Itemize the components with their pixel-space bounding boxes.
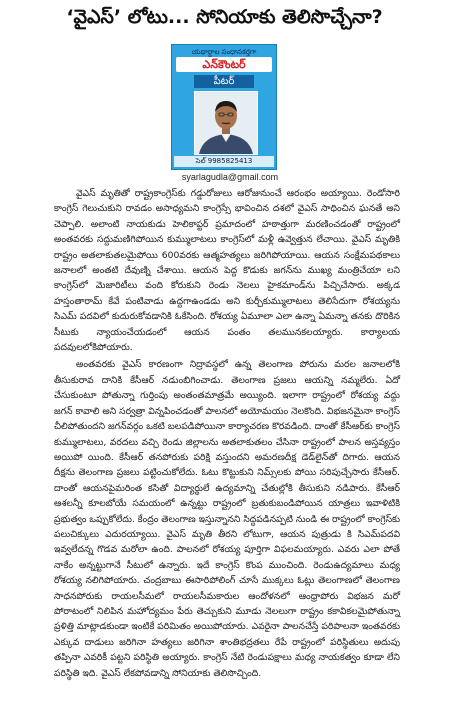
column-title: ఎన్‌కౌంటర్ bbox=[176, 57, 272, 72]
author-email: syarlagudla@gmail.com bbox=[181, 172, 279, 182]
column-tagline: యథార్థాల సంధానకర్తగా bbox=[191, 48, 257, 56]
author-phone: సెల్ 9985825413 bbox=[174, 156, 274, 167]
author-photo bbox=[194, 91, 258, 155]
article-paragraph-1: వైఎస్ మృతితో రాష్ట్రకాంగ్రెస్‌కు గడ్డురోజులు ఆరోజునుంచే ఆరంభం అయ్యాయి. రెండోసారి కాంగ్రెస్ గెలుచుకుని రావడం అసాధ్యమని కాంగ్రెస్సే భావించిన దశలో వైఎస్ సాధించిన ఘనతే అని చెప్పాలి. అలాంటి నాయకుడు హెలికాప్టర్ ప్రమాదంలో హఠాత్తుగా మరణించడంతో రాష్ట్రంలో అంతవరకు సద్దుమణిగిపోయిన కుమ్ములాటలు కాంగ్రెస్‌లో మళ్లీ ఉవ్వెత్తున లేచాయి. వైఎస్ మృతికి రాష్ట్రం అతలాకుతలమైపోయి 600వరకు ఆత్మహత్యలు జరిగిపోయాయి. ఆయన సంక్షేమపథకాలు జనాలలో అంతటి దేవుణ్ని చేశాయి. ఆయన పెద్ద కొడుకు జగన్‌ను ముఖ్య మంత్రిచేయా లని కాంగ్రెస్‌లో మెజారిటీలు వంది కోరుకుని రెండు నెలలు హైకమాండ్‌ను పిచ్చిచేసారు. అక్కడ హస్తంతారామ్ కేవే పంటివాడు ఉద్దగాఉండడు అని కుర్చీకుమ్ములాటలు తెలిసేదుగా రోశయ్యను సిఎమ్ పదవిలో కుదురుకోవడానికి ఓకేసింది. రోశయ్య ఏమూలా ఎలా ఉన్నా ఏమన్నా తనకు దొరికిన సీటుకు న్యాయంచేయడంలో ఆయన పంతం తలమునకలయ్యారు. కార్యాలయ పదవులలోకిపోయారు. bbox=[54, 188, 400, 354]
author-name: పీటర్ bbox=[194, 75, 254, 88]
article-headline: ‘వైఎస్’ లోటు... సోనియాకు తెలిసొచ్చేనా? bbox=[66, 6, 383, 28]
column-header-card bbox=[171, 44, 277, 170]
article-paragraph-2: అంతవరకు వైఎస్ కారణంగా నిద్రావస్థలో ఉన్న తెలంగాణ పోరును మరల జనాలలోకి తీసుకురావ దానికి కేసీఆర్ నడుంబిగించాడు. తెలంగాణ ప్రజలు ఆయన్ని నమ్మలేరు. ఏదో చేసుకుంటూ పోతున్నా గుర్తింపు అంతంతమాత్రమే అయ్యింది. ఇలాగా రాష్ట్రంలో రోశయ్య వద్దు జగన్ కావాలి అని సర్వత్రా విన్నపించడంతో పాలనలో అయోమయం నెలకొంది. విభజనమైనా కాంగ్రెస్ చీలిపోతుందని జగన్‌వర్గం ఒకటి బలపడిపోయినా కార్యాచరణ కొరవడింది. దాంతో కేసీఆర్‌కు కాంగ్రెస్ కుమ్ములాటలు, వరదలు వచ్చి రెండు జిల్లాలను అతలాకుతలం చేసినా రాష్ట్రంలో పాలన అస్తవ్యస్తం అయిపో యింది. కేసీఆర్ తనపోరుకు పరిక్షి వస్తుందని అమరణదీక్ష డెడ్‌లైన్‌తో దిగారు. ఆయన దీక్షను తెలంగాణ ప్రజలు పట్టించుకోలేదు. ఓటు కొట్టుకుని నిమ్స్‌లకు పోయి సరిపుచ్చేసారు కేసీఆర్. దాంతో ఆయనపైమరింత కసితో విద్యార్థులే ఉద్యమాన్ని చేతుల్లోకి తీసుకుని నడిపారు. కేసీఆర్ ఆశలన్నీ కూలబోయే సమయంలో ఉన్నట్టు రాష్ట్రంలో బ్రతుకుబండిపోయిన యాత్రలు ఇవాళిటికి ప్రభుత్వం ఒప్పుకోలేదు. కేంద్రం తెలంగాణ ఇస్తున్నానని సిద్ధపడినప్పటి నుండి ఈ రాష్ట్రంలో కాంగ్రెస్‌కు పలుచిక్కులు ఎదురయ్యాయి. వైఎస్ మృతి తీరని లోటుగా, ఆయన పుత్రుడు కి సిఎమ్‌పదవి ఇవ్వలేదన్న గొడవ మరోలా ఉంది. పాలనలో రోశయ్య పూర్తిగా విఫలమయ్యారు. ఎవరు ఎలా పోతే నాకేం అన్నట్టుగానే సీటులో ఉన్నారు. ఇదే కాంగ్రెస్ కొంప ముంచింది. రెండుఉద్యమాలు మధ్య రోశయ్య నలిగిపోయారు. చంద్రబాబు ఈసారిపోలింగ్ చూసే ముక్కలు ఓట్లు తెలంగాణలో తెలంగాణ సాధనపోరుకు రాయలసీమలో రాయలసీమకారుల ఆందోళనలో ఆంధ్రాపోరు విభజన మరో పోరాటంలో నిలిపిన మహోద్యమం పేరు తెచ్చుకుని మూడు నెలలుగా రాష్ట్రం కకావికలమైపోతున్నా ప్రళిత్తి మాట్లాడకుండా ఇంటికే పరిమితం అయిపోయారు. ఎవరైనా పాలనచేస్తే పరిపాలనా ఇంతవరకు ఎక్కువ దాడులు జరిగినా హత్యలు జరిగినా శాంతిభద్రతలు రేపే రాష్ట్రంలో పరిస్థితులు అదుపు తప్పినా ఎవరికీ పట్టని పరిస్థితి అయ్యారు. కాంగ్రెస్ నేటి రెండుపక్షాలు మధ్య నాయకత్వం కూడా లేని పరిస్థితి ఇది. వైఎస్ లేకపోవడాన్ని సోనియాకు తెలిసొచ్చింది. bbox=[54, 359, 400, 679]
article-body bbox=[54, 186, 400, 681]
author-portrait-icon bbox=[195, 92, 257, 154]
